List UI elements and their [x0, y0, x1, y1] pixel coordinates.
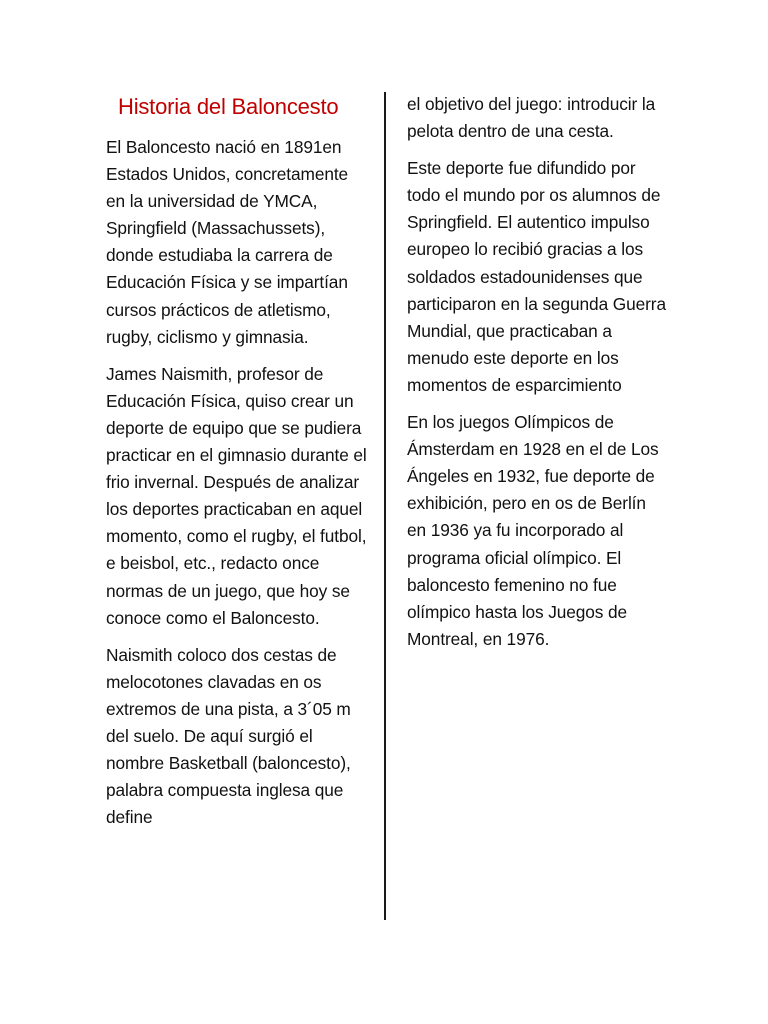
document-title: Historia del Baloncesto: [118, 94, 339, 119]
left-column: [106, 90, 368, 841]
paragraph-naismith: James Naismith, profesor de Educación Física, quiso crear un deporte de equipo que se pudiera practicar en el gimnasio durante el frio invernal. Después de analizar los deportes practicaban en aquel momento, como el rugby, el futbol, e beisbol, etc., redacto once normas de un juego, que hoy se conoce como el Baloncesto.: [106, 363, 367, 628]
column-divider: [384, 92, 386, 920]
paragraph-origin: El Baloncesto nació en 1891en Estados Unidos, concretamente en la universidad de YMCA, Springfield (Massachussets), donde estudiaba la carrera de Educación Física y se impartían cursos prácticos de atletismo, rugby, ciclismo y gimnasia.: [106, 137, 349, 347]
paragraph-baskets: Naismith coloco dos cestas de melocotones clavadas en os extremos de una pista, a 3´05 m del suelo. De aquí surgió el nombre Basketball (baloncesto), palabra compuesta inglesa que define: [106, 644, 351, 828]
paragraph-olympics: En los juegos Olímpicos de Ámsterdam en 1928 en el de Los Ángeles en 1932, fue deporte de exhibición, pero en os de Berlín en 1936 ya fu incorporado al programa oficial olímpico. El baloncesto femenino no fue olímpico hasta los Juegos de Montreal, en 1976.: [407, 412, 659, 649]
paragraph-objective: el objetivo del juego: introducir la pelota dentro de una cesta.: [407, 94, 656, 142]
paragraph-spread: Este deporte fue difundido por todo el mundo por os alumnos de Springfield. El autentico impulso europeo lo recibió gracias a los soldados estadounidenses que participaron en la segunda Guerra Mundial, que practicaban a menudo este deporte en los momentos de esparcimiento: [407, 158, 666, 395]
right-column: [407, 91, 669, 663]
